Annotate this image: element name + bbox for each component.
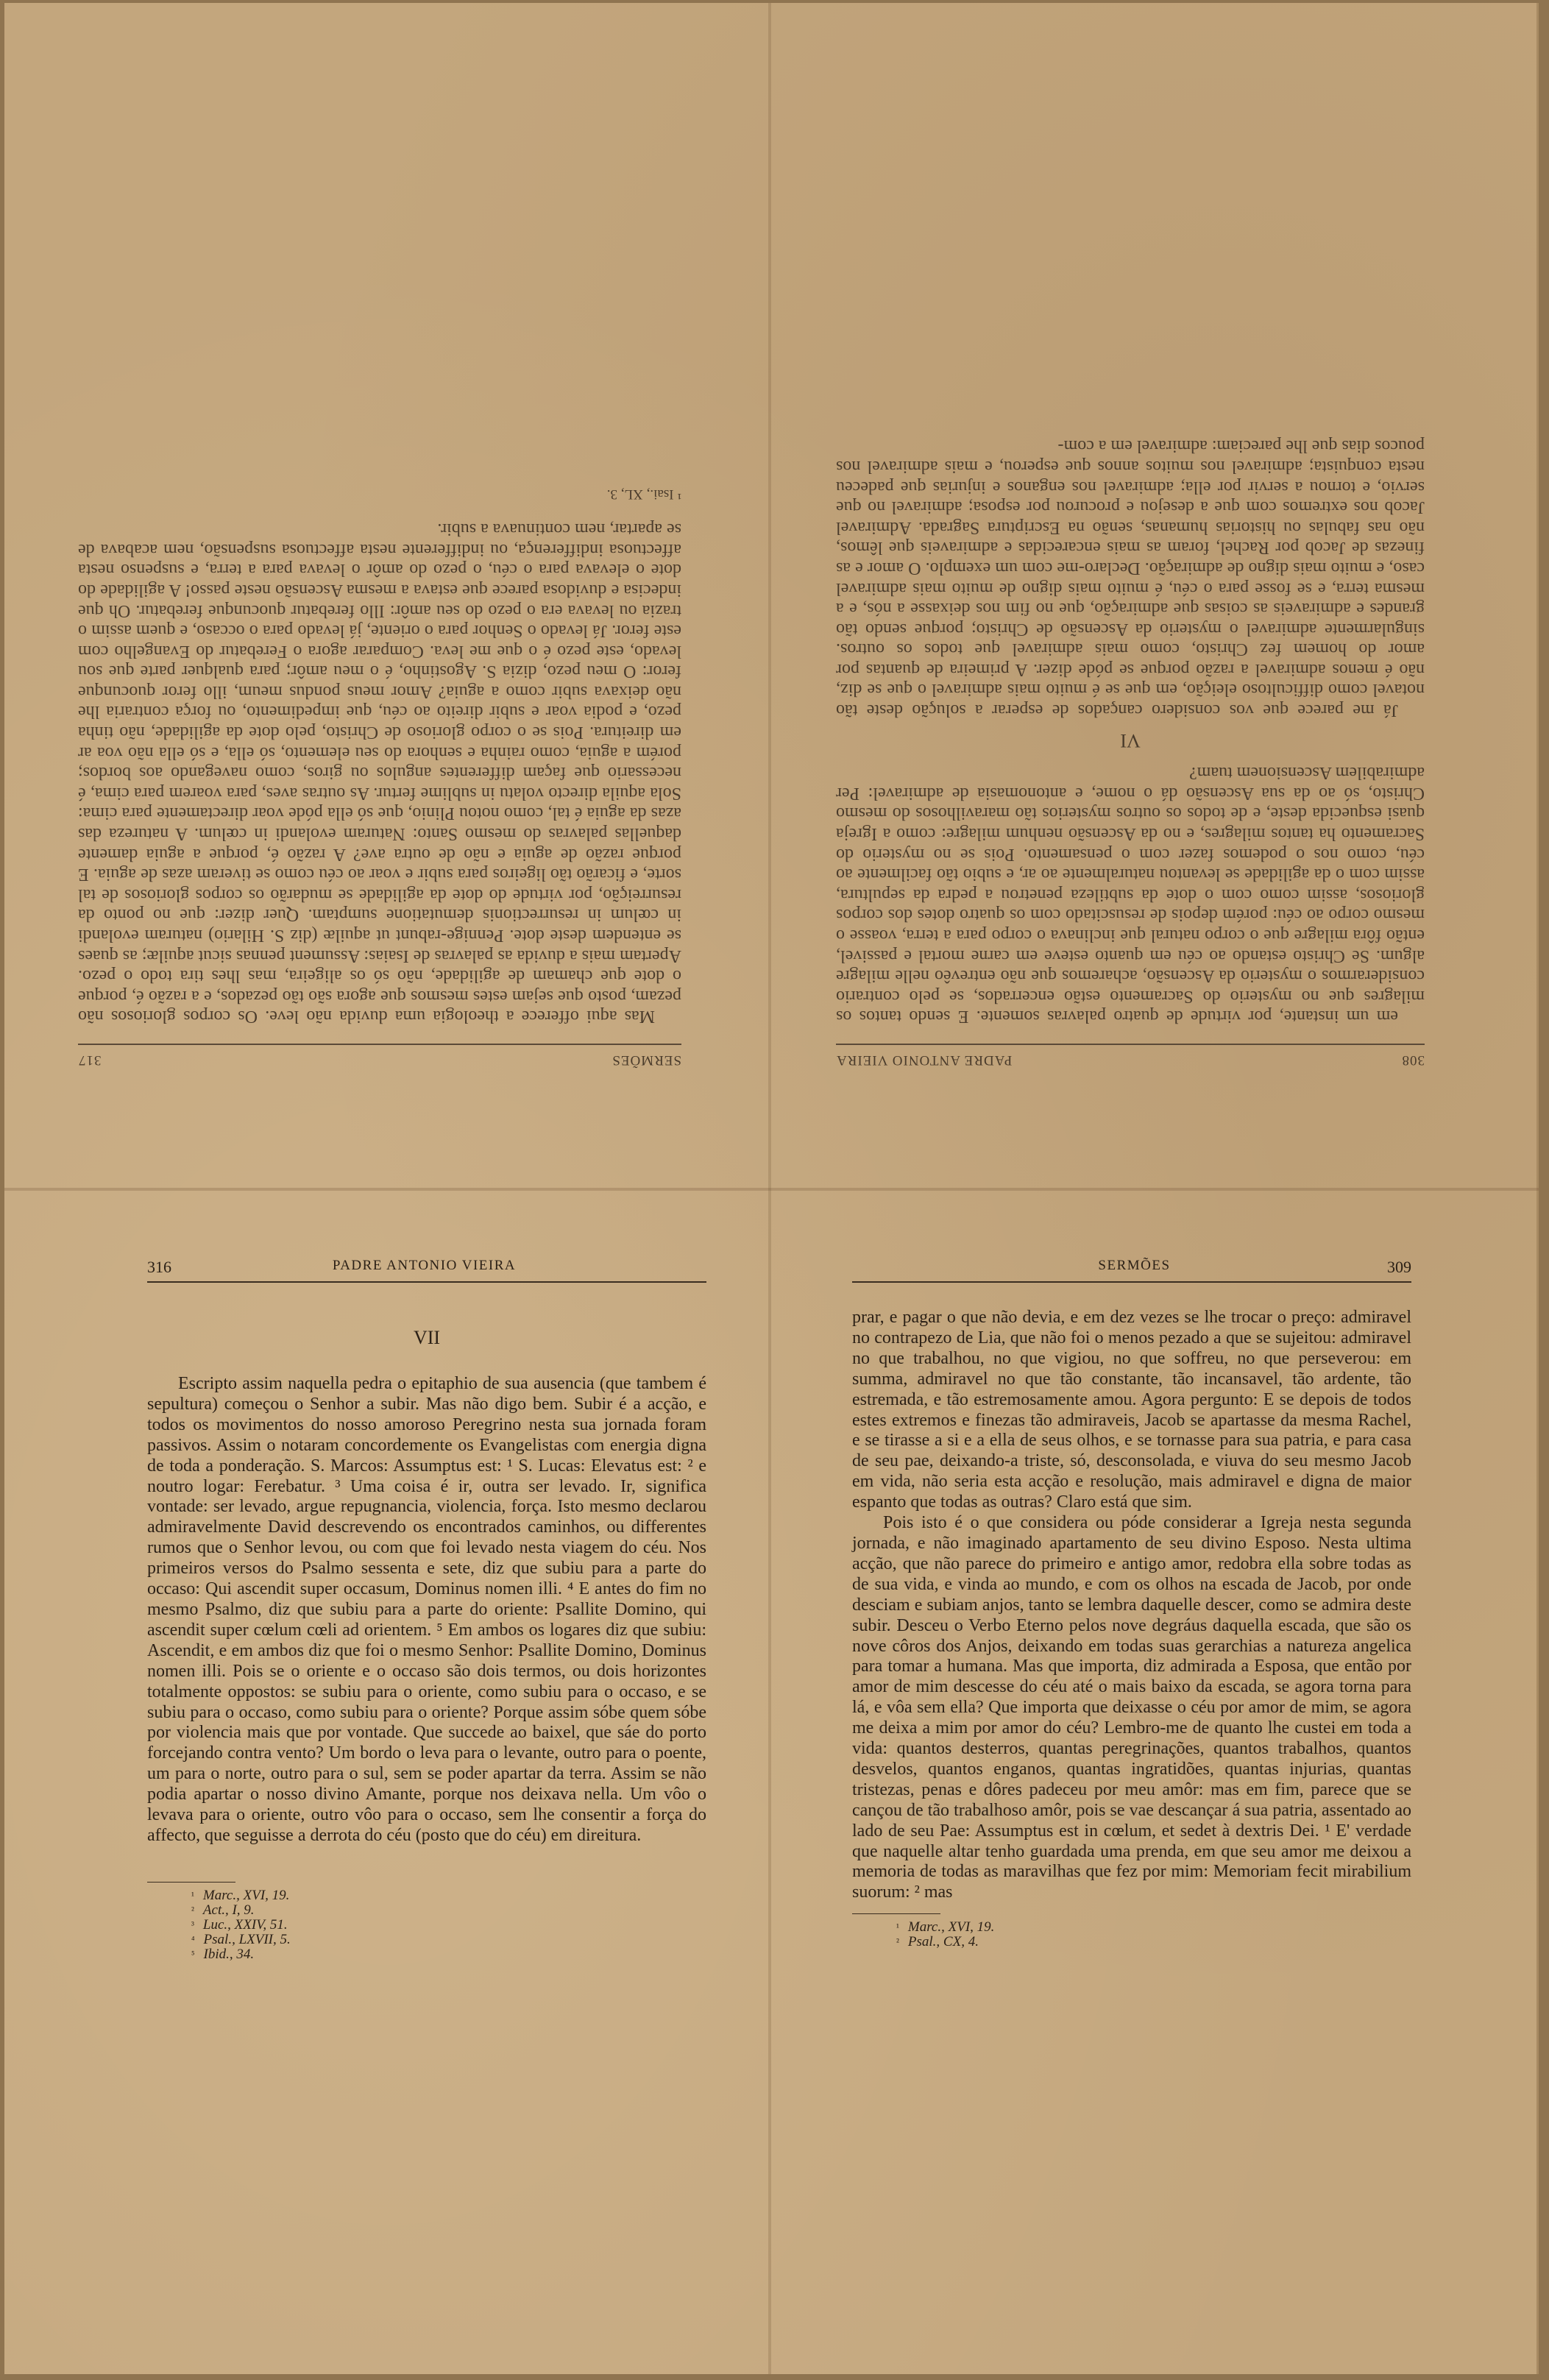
footnote	[896, 1935, 1411, 1949]
paragraph: prar, e pagar o que não devia, e em dez vezes se lhe trocar o preço: admiravel no contrapezo de Lia, que não foi o menos pezado a que se sujeitou: admiravel no que trabalhou, no que vigiou, no que soffreu, no que perseverou: em summa, admiravel no que tão constante, tão incansavel, tão ardente, tão estremada, e tão estremosamente amou. Agora pergunto: E se depois de todos estes extremos e finezas tão admiraveis, Jacob se apartasse da mesma Rachel, e se tirasse a si e a ella de seus olhos, e se tornasse para sua patria, e para casa de seu pae, deixando-a triste, só, desconsolada, e viuva do seu mesmo Jacob em vida, não seria esta acção e resolução, mais admiravel e digna de maior espanto que todas as outras? Claro está que sim.	[852, 1308, 1411, 1512]
footnote-mark: ³	[191, 1919, 194, 1930]
newspaper-sheet	[4, 3, 1539, 2374]
footnote	[191, 1933, 706, 1947]
flipped-page-number: 317	[78, 1052, 102, 1068]
footnote	[896, 1920, 1411, 1935]
header-spacer	[852, 1258, 882, 1277]
running-header	[852, 1258, 1411, 1283]
footnote	[191, 1918, 706, 1933]
flipped-paragraph: em um instante, por virtude de quatro palavras somente. E sendo tantos os milagres que no mysterio do Sacramento estão encerrados, se pelo contrario considerarmos o mysterio da Ascensão, acharemos que não entrevêo nelle milagre algum. Se Christo estando ao céu em quanto esteve em carne mortal e passivel, então fôra milagre que o corpo natural que inclinava o corpo para a terra, voasse o mesmo corpo ao céu: porém depois de resuscitado com os quatro dotes dos corpos gloriosos, assim como com o dote da subtileza penetrou a pedra da sepultura, assim com o da agilidade se levantou naturalmente ao ar, e subio tão facilmente ao céu, como nos o podemos fazer com o pensamento. Pois se no mysterio do Sacramento ha tantos milagres, e no da Ascensão nenhum milagre: como a Igreja quasi esquecida deste, e de todos os outros mysterios tão maravilhosos do mesmo Christo, só ao da sua Ascensão dá o nome, e antonomasia de admiravel: Per admirabilem Ascensionem tuam?	[836, 763, 1425, 1027]
footnote	[191, 1903, 706, 1918]
running-title: SERMÕES	[1098, 1258, 1171, 1273]
flipped-footnote: ¹ Isai., XL, 3.	[606, 486, 681, 502]
page-body	[852, 1308, 1411, 1903]
vertical-fold	[768, 3, 771, 2374]
footnotes	[147, 1888, 706, 1962]
flipped-paragraph: Já me parece que vos considero cançados de esperar a solução deste tão notavel como difficultoso eleição, em que se é muito mais admiravel o que se diz, não é menos admiravel a razão porque se póde dizer. A primeira de quantas por amor do homem fez Christo, como mais admiravel que todos os outros. singularmente admiravel o mysterio da Ascensão de Christo; porque sendo tão grandes e admiraveis as coisas que admiração, que no fim nos deixasse a nós, e a mesma terra, e se fosse para o céu, é muito mais digno de muito mais admiravel caso, e muito mais digno de admiração. Declaro-me com um exemplo. O amor e as finezas de Jacob por Rachel, foram as mais encarecidas e admiraveis que lêmos, não nas fabulas ou historias humanas, senão na Escriptura Sagrada. Admiravel Jacob nos extremos com que a desejou e procurou por esposa; admiravel no que servio, e tornou a servir por ella; admiravel nos enganos e injurias que padeceu nesta conquista; admiravel nos muitos annos que esperou, e mais admiravel nos poucos dias que lhe pareciam: admiravel em a com-	[836, 436, 1425, 720]
section-number: VII	[413, 1327, 441, 1348]
footnote-mark: ⁵	[191, 1948, 195, 1960]
footnote-mark: ¹	[191, 1889, 194, 1901]
running-header	[147, 1258, 706, 1283]
footnote-rule	[147, 1882, 235, 1883]
footnote	[191, 1947, 706, 1962]
footnote-text: Marc., XVI, 19.	[202, 1887, 290, 1903]
footnote-mark: ²	[896, 1936, 899, 1948]
horizontal-fold	[4, 1188, 1539, 1191]
footnote-rule	[852, 1913, 940, 1914]
footnote-text: Marc., XVI, 19.	[907, 1919, 995, 1935]
flipped-page-title: SERMÕES	[612, 1052, 681, 1068]
page-309	[852, 1258, 1411, 1949]
running-title: PADRE ANTONIO VIEIRA	[332, 1258, 517, 1273]
footnote-mark: ⁴	[191, 1933, 195, 1945]
flipped-page-number: 308	[1401, 1052, 1425, 1068]
footnotes	[852, 1920, 1411, 1949]
page-316	[147, 1258, 706, 1962]
page-body	[147, 1374, 706, 1846]
flipped-page-317	[78, 143, 681, 1070]
flipped-page-header	[836, 1044, 1425, 1070]
footnote-mark: ²	[191, 1904, 194, 1916]
footnote-text: Psal., CX, 4.	[907, 1934, 979, 1950]
page-number: 316	[147, 1258, 171, 1276]
flipped-paragraph: Mas aqui offerece a theologia uma duvida não leve. Os corpos gloriosos não pezam, posto que sejam estes mesmos que agora são tão pezados, e a razão é, porque o dote que chamam de agilidade, não só os aligeira, mas lhes tira todo o pezo. Apertam mais a duvida as palavras de Isaias: Assument pennas sicut aquilæ; as quaes se entendem deste dote. Pennige-rabunt ut aquilæ (diz S. Hilario) naturam evolandi in cœlum in resurrectionis demutatione sumptam. Quer dizer: que no ponto da resurreição, por virtude do dote da agilidade se mudarão os corpos gloriosos de tal sorte, e ficarão tão ligeiros para subir e voar ao céu como se tiveram azas de aguia. E porque razão de aguia e não de outra ave? A razão é, porque a aguia damente daquellas palavras do mesmo Santo: Naturam evolandi in cœlum. A natureza das azas da aguia é tal, como notou Plinio, que só ella póde voar directamente para cima: Sola aquila directo volatu in sublime fertur. As outras aves, para voarem para cima, é necessario que façam differentes angulos ou giros, como navegando aos bordos; porém a aguia, como rainha e senhora do seu elemento, só ella, e só ella não voa ar em direitura. Pois se o corpo glorioso de Christo, pelo dote da agilidade, não tinha pezo, e podia voar e subir direito ao céu, que impedimento, ou força contraria lhe não deixava subir como a aguia? Amor meus pondus meum, illo feror quocunque feror: O meu pezo, dizia S. Agostinho, é o meu amôr; para qualquer parte que sou levado, este pezo é o que me leva. Comparar agora o Ferebatur do Evangelho com este feror. Já levado o Senhor para o oriente, já levado para o occaso, e quem assim o trazia ou levava era o pezo do seu amôr: Illo ferebatur quocunque ferebatur. Oh que indecisa e duvidosa parece que estava a mesma Ascensão neste passo! A agilidade do dote o elevava para o céu, o pezo do amôr o levava para a terra, e suspenso nesta affectuosa indifferença, ou indifferente nesta affectuosa suspensão, nem acabava de se apartar, nem continuava a subir.	[78, 520, 681, 1027]
page-number: 309	[1386, 1258, 1411, 1276]
paragraph: Pois isto é o que considera ou póde considerar a Igreja nesta segunda jornada, e não imaginado apartamento de seu divino Esposo. Nesta ultima acção, que não parece do primeiro e antigo amor, redobra ella sobre todas as de sua vida, e vinda ao mundo, e com os olhos na escada de Jacob, por onde desciam e subiam anjos, tanto se lembra daquelle descer, como se admira deste subir. Desceu o Verbo Eterno pelos nove degráus daquella escada, que são os nove côros dos Anjos, deixando em todas suas gerarchias a natureza angelica para tomar a humana. Mas que importa, diz admirada a Esposa, que então por amor de mim descesse do céu até o mais baixo da escada, se agora torna para lá, e vôa sem ella? Que importa que deixasse o céu por amor de mim, se agora me deixa a mim por amor do céu? Lembro-me de quanto lhe custei em toda a vida: quantos desterros, quantas peregrinações, quantos trabalhos, quantos desvelos, quantos enganos, quantas ingratidões, quantas injurias, quantas tristezas, penas e dôres padeceu por meu amôr: mas em fim, parece que se cançou de tão trabalhoso amôr, pois se vae descançar á sua patria, assentado ao lado de seu Pae: Assumptus est in cœlum, et sedet à dextris Dei. ¹ E' verdade que naquelle altar tenho guardada uma prenda, em que seu amor me deixou a memoria de todas as maravilhas que fez por mim: Memoriam fecit mirabilium suorum: ² mas	[852, 1513, 1411, 1902]
flipped-section-number: VI	[1120, 729, 1141, 751]
footnote-mark: ¹	[896, 1922, 899, 1933]
footnote-text: Act., I, 9.	[202, 1902, 255, 1918]
footnote	[191, 1888, 706, 1903]
footnote-text: Psal., LXVII, 5.	[203, 1931, 291, 1947]
flipped-page-308	[836, 143, 1425, 1070]
flipped-page-title: PADRE ANTONIO VIEIRA	[836, 1052, 1013, 1068]
flipped-page-header	[78, 1044, 681, 1070]
header-spacer	[677, 1258, 706, 1277]
paragraph: Escripto assim naquella pedra o epitaphio de sua ausencia (que tambem é sepultura) começou o Senhor a subir. Mas não digo bem. Subir é a acção, e todos os movimentos do nosso amoroso Peregrino nesta sua jornada foram passivos. Assim o notaram concordemente os Evangelistas com energia digna de toda a ponderação. S. Marcos: Assumptus est: ¹ S. Lucas: Elevatus est: ² e noutro logar: Ferebatur. ³ Uma coisa é ir, outra ser levado. Ir, significa vontade: ser levado, argue repugnancia, violencia, força. Isto mesmo declarou admiravelmente David descrevendo os encontrados caminhos, ou differentes rumos que o Senhor levou, ou com que foi levado nesta viagem do céu. Nos primeiros versos do Psalmo sessenta e sete, diz que subiu para a parte do occaso: Qui ascendit super occasum, Dominus nomen illi. ⁴ E antes do fim no mesmo Psalmo, diz que subiu para a parte do oriente: Psallite Domino, qui ascendit super cœlum cœli ad orientem. ⁵ Em ambos os logares diz que subiu: Ascendit, e em ambos diz que foi o mesmo Senhor: Psallite Domino, Dominus nomen illi. Pois se o oriente e o occaso são dois termos, ou dois horizontes totalmente oppostos: se subiu para o oriente, como subiu para o occaso, e se subiu para o occaso, como subiu para o oriente? Porque assim sóbe quem sóbe por violencia mais que por vontade. Que succede ao baixel, que sáe do porto forcejando contra vento? Um bordo o leva para o levante, outro para o poente, um para o norte, outro para o sul, sem se poder apartar da terra. Assim se não podia apartar o nosso divino Amante, porque nos deixava nella. Um vôo o levava para o oriente, outro vôo para o occaso, sem lhe consentir a força do affecto, que seguisse a derrota do céu (posto que do céu) em direitura.	[147, 1374, 706, 1845]
footnote-text: Ibid., 34.	[203, 1946, 255, 1962]
footnote-text: Luc., XXIV, 51.	[202, 1916, 288, 1933]
